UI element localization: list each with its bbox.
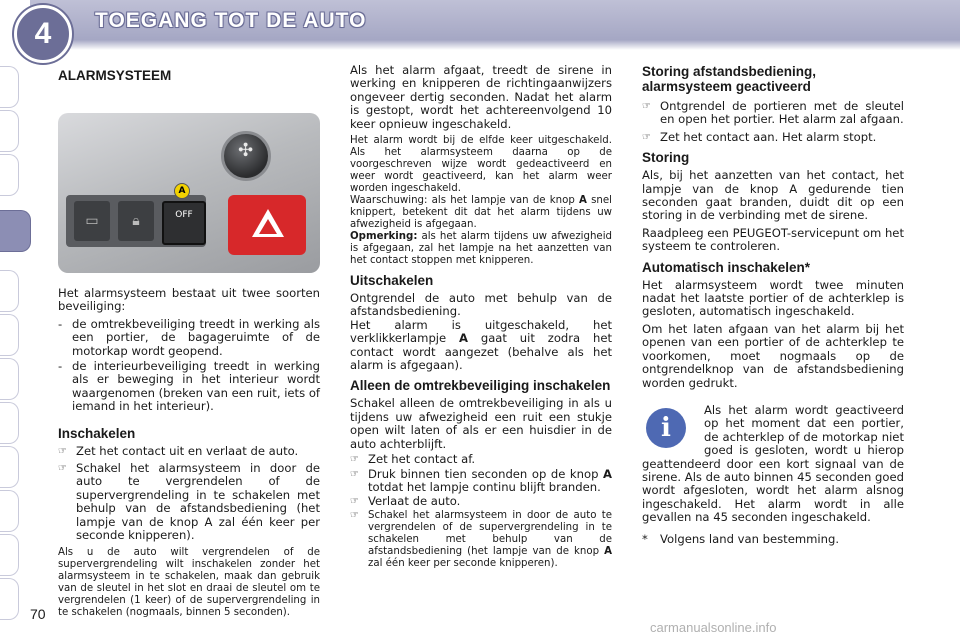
- chapter-tab-7[interactable]: [0, 358, 19, 400]
- section-heading-omtrekbeveiliging: Alleen de omtrekbeveiliging inschakelen: [350, 378, 611, 394]
- info-text: Als het alarm wordt geactiveerd op het moment dat een portier, de achterklep of de motorkap niet goed is gesloten, wordt u hierop geattendeerd door een kort signaal van de sirene. Als de auto binnen 45 seconden goed wordt afgesloten, wordt het alarm alsnog ingeschakeld. Het alarm wordt in alle gevallen na 45 seconden ingeschakeld.: [642, 402, 904, 525]
- section-heading-storing: Storing: [642, 150, 690, 166]
- chapter-tab-10[interactable]: [0, 490, 19, 532]
- bullet-item: ☞ Schakel het alarmsysteem in door de auto te vergrendelen of de supervergrendeling in te schakelen met behulp van de afstandsbediening (het lampje van de knop A zal één keer per seconde knipperen).: [350, 509, 612, 569]
- storing-text-2: Raadpleeg een PEUGEOT-servicepunt om het systeem te controleren.: [642, 225, 904, 254]
- chapter-tab-4-active[interactable]: [0, 210, 31, 252]
- hand-pointer-icon: ☞: [642, 131, 651, 143]
- bullet-item: ☞ Druk binnen tien seconden op de knop A totdat het lampje continu blijft branden.: [350, 466, 613, 494]
- console-button-1: ▭: [74, 201, 110, 241]
- hand-pointer-icon: ☞: [58, 445, 67, 457]
- column-right: [642, 64, 904, 546]
- dashboard-photo: [58, 113, 320, 273]
- warning-text: Waarschuwing: als het lampje van de knop A snel knippert, betekent dit dat het alarm tijdens uw afwezigheid is afgegaan.: [350, 195, 612, 231]
- storing-text-1: Als, bij het aanzetten van het contact, het lampje van de knop A gedurende tien seconden gaat branden, duidt dit op een storing in de verbinding met de sirene.: [642, 168, 904, 223]
- hand-pointer-icon: ☞: [642, 101, 651, 112]
- bullet-item: ☞ Zet het contact uit en verlaat de auto.: [58, 443, 299, 458]
- label-a-marker: A: [174, 183, 190, 199]
- section-heading-storing-afstandsbediening: Storing afstandsbediening, alarmsysteem geactiveerd: [642, 64, 817, 94]
- footnote: * Volgens land van bestemming.: [642, 531, 840, 546]
- alarm-trigger-text: Als het alarm afgaat, treedt de sirene in werking en knipperen de richtingaanwijzers ongeveer dertig seconden. Nadat het alarm is gestopt, wordt het achtereenvolgend 10 keer opnieuw ingeschakeld.: [350, 63, 612, 131]
- alarm-button: [162, 201, 206, 245]
- alarm-eleventh-text: Het alarm wordt bij de elfde keer uitgeschakeld. Als het alarmsysteem daarna op de voorgeschreven wijze wordt gedeactiveerd en weer wordt geactiveerd, kan het alarm weer worden ingeschakeld.: [350, 135, 612, 195]
- auto-text-1: Het alarmsysteem wordt twee minuten nadat het laatste portier of de achterklep is gesloten, automatisch ingeschakeld.: [642, 277, 904, 319]
- info-box: [642, 404, 904, 525]
- section-heading-inschakelen: Inschakelen: [58, 425, 136, 441]
- fan-icon: ✣: [238, 140, 254, 161]
- hazard-button: [228, 195, 306, 255]
- column-left: [58, 64, 320, 623]
- section-heading-alarmsysteem: ALARMSYSTEEM: [58, 68, 172, 83]
- header-band-fade: [30, 40, 960, 50]
- hand-pointer-icon: ☞: [350, 468, 359, 480]
- chapter-tabs: [0, 60, 26, 620]
- bullet-item: ☞ Ontgrendel de portieren met de sleutel en open het portier. Het alarm zal afgaan.: [642, 99, 904, 127]
- section-heading-automatisch: Automatisch inschakelen*: [642, 259, 811, 275]
- bullet-item: ☞ Zet het contact aan. Het alarm stopt.: [642, 129, 877, 144]
- fan-knob: [221, 131, 271, 181]
- column-middle: [350, 64, 612, 574]
- bullet-item: ☞ Schakel het alarmsysteem in door de auto te vergrendelen of de supervergrendeling in te schakelen met behulp van de afstandsbediening (het lampje van de knop A zal één keer per seconde knipperen).: [58, 461, 320, 543]
- hand-pointer-icon: ☞: [350, 454, 359, 466]
- uitschakelen-text-1: Ontgrendel de auto met behulp van de afstandsbediening.: [350, 291, 612, 319]
- page-number: 70: [30, 606, 46, 622]
- dash-item: - de omtrekbeveiliging treedt in werking als een portier, de bagageruimte of de motorkap wordt geopend.: [58, 316, 320, 358]
- hand-pointer-icon: ☞: [350, 496, 359, 508]
- console-button-lock: 🔒︎: [118, 201, 154, 241]
- alarm-button-label: OFF: [175, 210, 193, 220]
- auto-text-2: Om het laten afgaan van het alarm bij het openen van een portier of de achterklep te voorkomen, moet nogmaals op de ontgrendelknop van de afstandsbediening worden gedrukt.: [642, 321, 904, 390]
- uitschakelen-text-2: Het alarm is uitgeschakeld, het verklikkerlampje A gaat uit zodra het contact wordt aangezet (behalve als het alarm is afgegaan).: [350, 317, 613, 373]
- bullet-item: ☞ Zet het contact af.: [350, 452, 476, 467]
- omtrek-intro: Schakel alleen de omtrekbeveiliging in als u tijdens uw afwezigheid een ruit een stukje open wilt laten of als er een huisdier in de auto achterblijft.: [350, 396, 612, 451]
- info-icon: i: [646, 408, 686, 448]
- chapter-tab-3[interactable]: [0, 154, 19, 196]
- hazard-triangle-inner: [259, 219, 277, 234]
- chapter-tab-5[interactable]: [0, 270, 19, 312]
- chapter-tab-8[interactable]: [0, 402, 19, 444]
- dash-item: - de interieurbeveiliging treedt in werking als er beweging in het interieur wordt waargenomen (breken van een ruit, iets of iemand in het interieur).: [58, 359, 320, 414]
- chapter-tab-1[interactable]: [0, 66, 19, 108]
- hand-pointer-icon: ☞: [350, 509, 359, 521]
- hand-pointer-icon: ☞: [58, 463, 67, 475]
- chapter-tab-6[interactable]: [0, 314, 19, 356]
- page-title: TOEGANG TOT DE AUTO: [95, 9, 367, 32]
- intro-text: Het alarmsysteem bestaat uit twee soorten beveiliging:: [58, 286, 320, 314]
- bullet-item: ☞ Verlaat de auto.: [350, 494, 461, 509]
- remark-text: Opmerking: als het alarm tijdens uw afwezigheid is afgegaan, zal het lampje na het aanzetten van het contact stoppen met knipperen.: [350, 231, 612, 267]
- chapter-number: 4: [14, 5, 72, 63]
- section-heading-uitschakelen: Uitschakelen: [350, 273, 434, 289]
- lock-note: Als u de auto wilt vergrendelen of de supervergrendeling wilt inschakelen zonder het alarmsysteem in te schakelen, maak dan gebruik van de sleutel in het slot en draai de sleutel om te vergrendelen (1 keer) of de supervergrendeling in te schakelen (nogmaals, binnen 5 seconden).: [58, 546, 320, 618]
- watermark: carmanualsonline.info: [650, 620, 777, 635]
- page-header: [0, 0, 960, 54]
- chapter-tab-12[interactable]: [0, 578, 19, 620]
- chapter-tab-2[interactable]: [0, 110, 19, 152]
- chapter-tab-9[interactable]: [0, 446, 19, 488]
- chapter-tab-11[interactable]: [0, 534, 19, 576]
